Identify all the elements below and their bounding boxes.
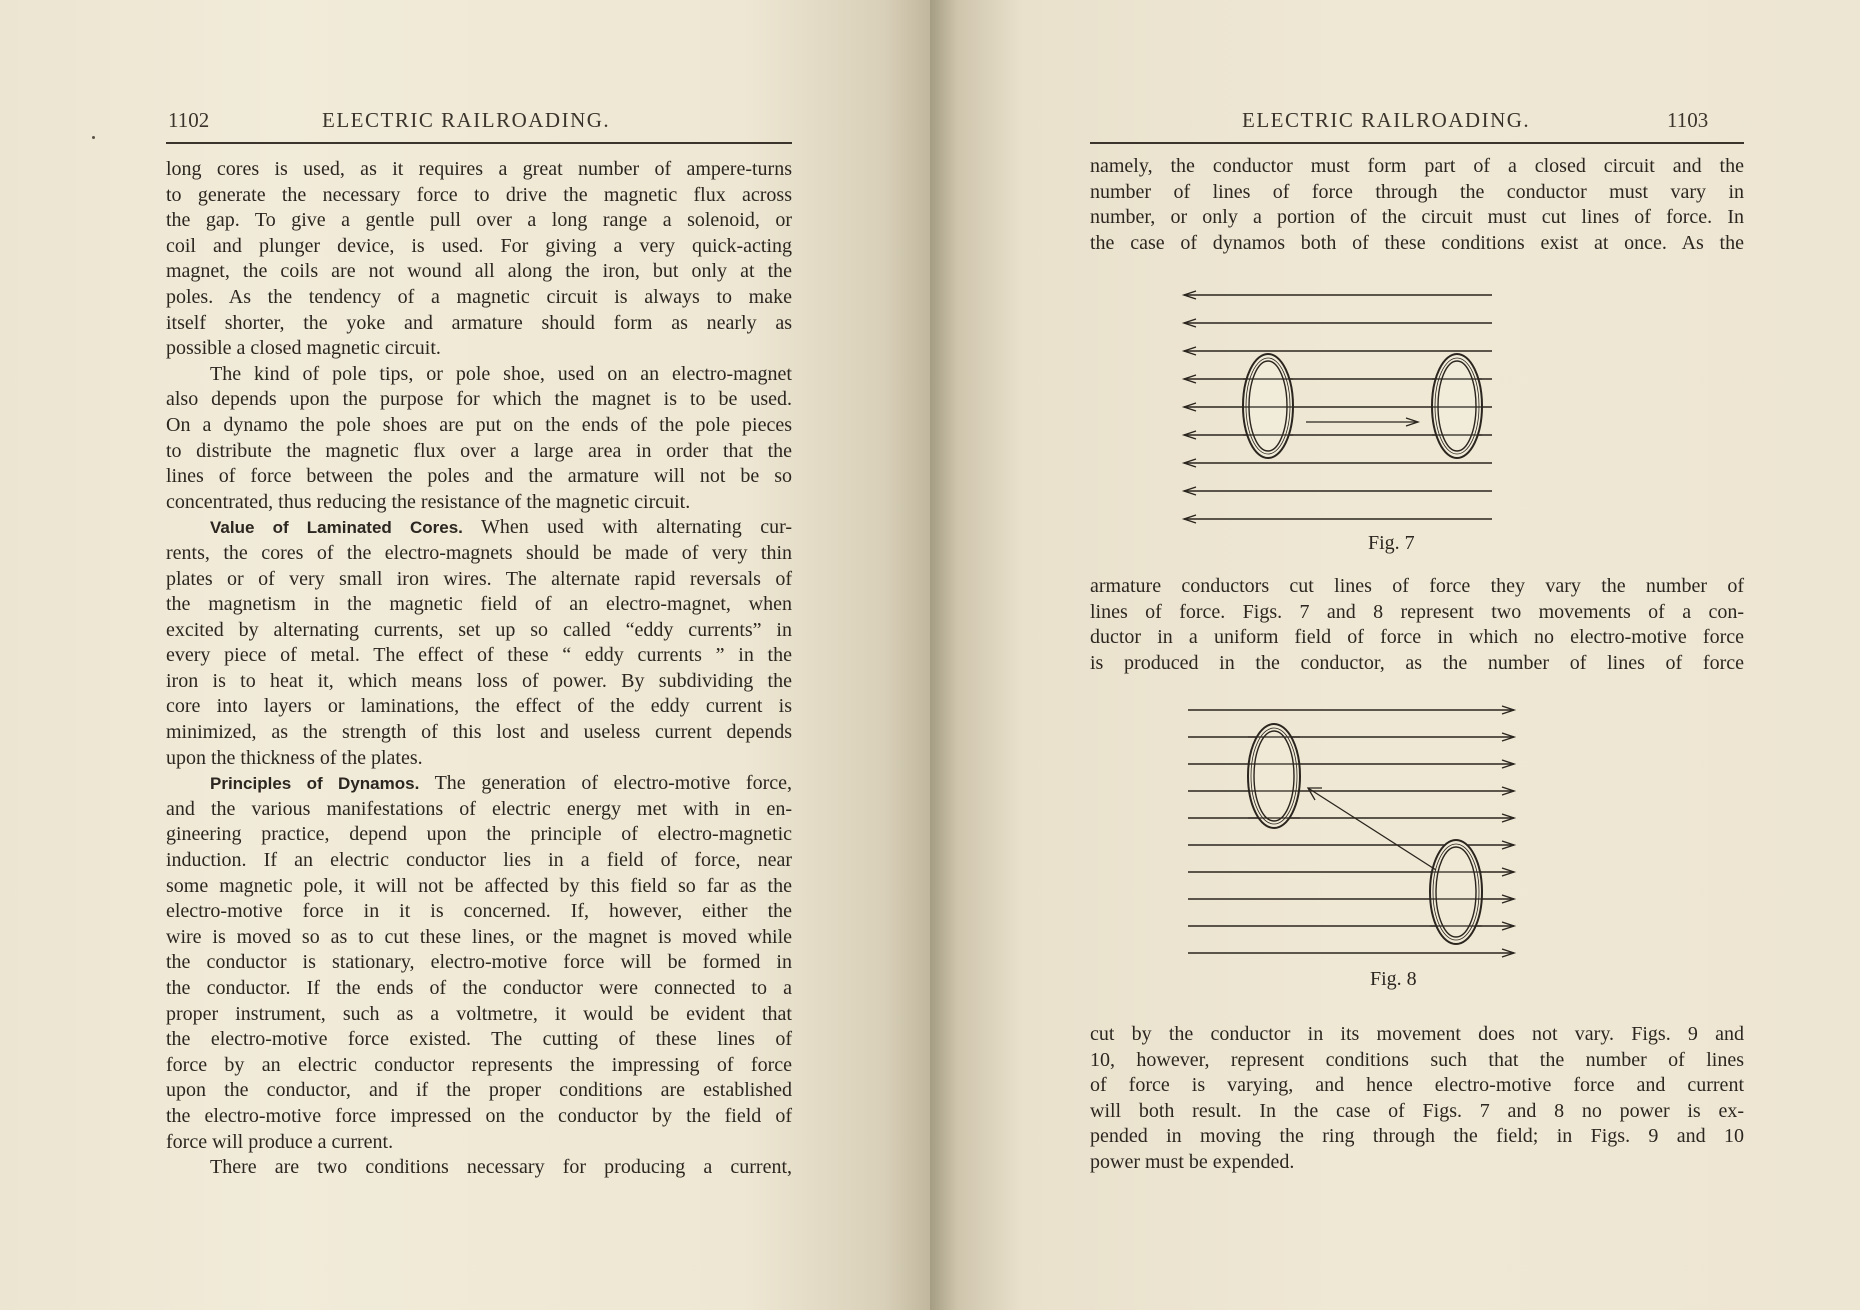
line-text: iron is to heat it, which means loss of power. By subdividing the <box>166 669 792 692</box>
header-rule <box>166 142 792 144</box>
text-line <box>166 541 792 567</box>
text-line <box>1090 1099 1744 1125</box>
text-line <box>166 362 792 388</box>
text-line <box>166 822 792 848</box>
line-text: every piece of metal. The effect of these “ eddy currents ” in the <box>166 644 792 667</box>
line-text: cut by the conductor in its movement does not vary. Figs. 9 and <box>1090 1023 1744 1045</box>
line-text: the conductor. If the ends of the conductor were connected to a <box>166 977 792 999</box>
page-number: 1102 <box>168 108 210 132</box>
text-line <box>166 439 792 465</box>
speck <box>92 136 95 139</box>
text-line <box>166 1155 792 1181</box>
running-head: ELECTRIC RAILROADING. <box>322 108 611 132</box>
line-text: the conductor is stationary, electro-motive force will be formed in <box>166 951 792 974</box>
line-text: armature conductors cut lines of force they vary the number of <box>1090 575 1744 597</box>
text-line <box>166 1078 792 1104</box>
section-heading: Principles of Dynamos. <box>210 774 420 794</box>
figure-7-caption: Fig. 7 <box>1368 532 1415 554</box>
text-line <box>166 464 792 490</box>
text-line <box>1090 1150 1744 1176</box>
arrowheads <box>1502 706 1514 957</box>
text-line <box>166 720 792 746</box>
text-line <box>1090 1073 1744 1099</box>
paragraph-1 <box>1090 154 1744 256</box>
line-text: excited by alternating currents, set up so called “eddy currents” in <box>166 618 792 641</box>
line-text: 10, however, represent conditions such that the number of lines <box>1090 1048 1744 1071</box>
text-line <box>166 950 792 976</box>
paragraph-2 <box>1090 574 1744 676</box>
line-text: pended in moving the ring through the field; in Figs. 9 and 10 <box>1090 1125 1744 1148</box>
text-line <box>166 976 792 1002</box>
line-text: coil and plunger device, is used. For giving a very quick-acting <box>166 234 792 257</box>
right-page <box>930 0 1860 1310</box>
line-text: number of lines of force through the conductor must vary in <box>1090 180 1744 203</box>
line-text: possible a closed magnetic circuit. <box>166 337 441 360</box>
line-text: poles. As the tendency of a magnetic circuit is always to make <box>166 285 792 308</box>
text-line <box>166 234 792 260</box>
page-number: 1103 <box>1667 108 1709 132</box>
text-line <box>166 746 792 772</box>
line-text: power must be expended. <box>1090 1150 1295 1173</box>
figure-8-caption: Fig. 8 <box>1370 968 1417 990</box>
text-line <box>166 387 792 413</box>
ring-end <box>1430 840 1482 944</box>
text-line <box>166 157 792 183</box>
line-text: When used with alternating cur- <box>462 516 792 539</box>
line-text: namely, the conductor must form part of a closed circuit and the <box>1090 155 1744 177</box>
line-text: concentrated, thus reducing the resistance of the magnetic circuit. <box>166 490 691 513</box>
text-line <box>166 208 792 234</box>
line-text: On a dynamo the pole shoes are put on the ends of the pole pieces <box>166 413 792 436</box>
line-text: itself shorter, the yoke and armature should form as nearly as <box>166 311 792 334</box>
line-text: upon the thickness of the plates. <box>166 746 423 769</box>
line-text: force by an electric conductor represents the impressing of force <box>166 1053 792 1076</box>
text-line <box>1090 600 1744 626</box>
line-text: wire is moved so as to cut these lines, or the magnet is moved while <box>166 925 792 948</box>
line-text: to distribute the magnetic flux over a large area in order that the <box>166 439 792 462</box>
text-line <box>166 771 792 797</box>
line-text: upon the conductor, and if the proper conditions are established <box>166 1079 792 1102</box>
line-text: lines of force. Figs. 7 and 8 represent two movements of a con- <box>1090 600 1744 623</box>
line-text: the magnetism in the magnetic field of an electro-magnet, when <box>166 593 792 616</box>
text-line <box>166 1002 792 1028</box>
text-line <box>1090 625 1744 651</box>
line-text: the case of dynamos both of these conditions exist at once. As the <box>1090 231 1744 254</box>
text-line <box>166 669 792 695</box>
text-line <box>166 797 792 823</box>
text-line <box>166 1130 792 1156</box>
left-body-text <box>166 157 792 1181</box>
line-text: There are two conditions necessary for producing a current, <box>210 1156 792 1179</box>
text-line <box>166 259 792 285</box>
line-text: core into layers or laminations, the effect of the eddy current is <box>166 695 792 718</box>
line-text: and the various manifestations of electric energy met with in en- <box>166 797 792 820</box>
line-text: to generate the necessary force to drive the magnetic flux across <box>166 183 792 206</box>
text-line <box>166 1104 792 1130</box>
line-text: induction. If an electric conductor lies in a field of force, near <box>166 849 792 872</box>
figure-8 <box>1188 700 1524 964</box>
text-line <box>1090 1124 1744 1150</box>
text-line <box>166 925 792 951</box>
text-line <box>166 311 792 337</box>
text-line <box>1090 180 1744 206</box>
line-text: the electro-motive force existed. The cutting of these lines of <box>166 1028 792 1051</box>
line-text: of force is varying, and hence electro-motive force and current <box>1090 1074 1744 1097</box>
text-line <box>166 1053 792 1079</box>
line-text: also depends upon the purpose for which the magnet is to be used. <box>166 388 792 411</box>
running-head: ELECTRIC RAILROADING. <box>1242 108 1531 132</box>
text-line <box>1090 205 1744 231</box>
text-line <box>1090 574 1744 600</box>
line-text: magnet, the coils are not wound all along the iron, but only at the <box>166 260 792 283</box>
line-text: plates or of very small iron wires. The alternate rapid reversals of <box>166 567 792 590</box>
line-text: the electro-motive force impressed on the conductor by the field of <box>166 1104 792 1127</box>
figure-7 <box>1180 285 1500 533</box>
text-line <box>166 874 792 900</box>
line-text: proper instrument, such as a voltmetre, it would be evident that <box>166 1002 792 1025</box>
text-line <box>166 490 792 516</box>
line-text: rents, the cores of the electro-magnets should be made of very thin <box>166 541 792 564</box>
text-line <box>166 1027 792 1053</box>
text-line <box>1090 1022 1744 1048</box>
line-text: will both result. In the case of Figs. 7 and 8 no power is ex- <box>1090 1099 1744 1122</box>
text-line <box>166 285 792 311</box>
line-text: The kind of pole tips, or pole shoe, used on an electro-magnet <box>210 362 792 385</box>
text-line <box>1090 651 1744 677</box>
line-text: The generation of electro-motive force, <box>419 772 793 795</box>
line-text: number, or only a portion of the circuit must cut lines of force. In <box>1090 206 1744 229</box>
text-line <box>1090 1048 1744 1074</box>
text-line <box>166 643 792 669</box>
text-line <box>166 183 792 209</box>
line-text: some magnetic pole, it will not be affected by this field so far as the <box>166 874 792 897</box>
text-line <box>166 592 792 618</box>
text-line <box>166 567 792 593</box>
ring-right <box>1432 354 1482 458</box>
ring-start <box>1248 724 1300 828</box>
text-line <box>166 618 792 644</box>
line-text: ductor in a uniform field of force in which no electro-motive force <box>1090 626 1744 649</box>
line-text: gineering practice, depend upon the principle of electro-magnetic <box>166 823 792 846</box>
line-text: electro-motive force in it is concerned. If, however, either the <box>166 900 792 923</box>
text-line <box>1090 154 1744 180</box>
line-text: long cores is used, as it requires a great number of ampere-turns <box>166 158 792 180</box>
line-text: minimized, as the strength of this lost and useless current depends <box>166 721 792 744</box>
text-line <box>166 694 792 720</box>
text-line <box>1090 231 1744 257</box>
header-rule <box>1090 142 1744 144</box>
text-line <box>166 899 792 925</box>
line-text: lines of force between the poles and the armature will not be so <box>166 465 792 488</box>
ring-left <box>1243 354 1293 458</box>
line-text: the gap. To give a gentle pull over a long range a solenoid, or <box>166 209 792 232</box>
line-text: force will produce a current. <box>166 1130 394 1153</box>
text-line <box>166 515 792 541</box>
section-heading: Value of Laminated Cores. <box>210 518 463 538</box>
text-line <box>166 848 792 874</box>
line-text: is produced in the conductor, as the number of lines of force <box>1090 651 1744 674</box>
paragraph-3 <box>1090 1022 1744 1176</box>
text-line <box>166 336 792 362</box>
text-line <box>166 413 792 439</box>
